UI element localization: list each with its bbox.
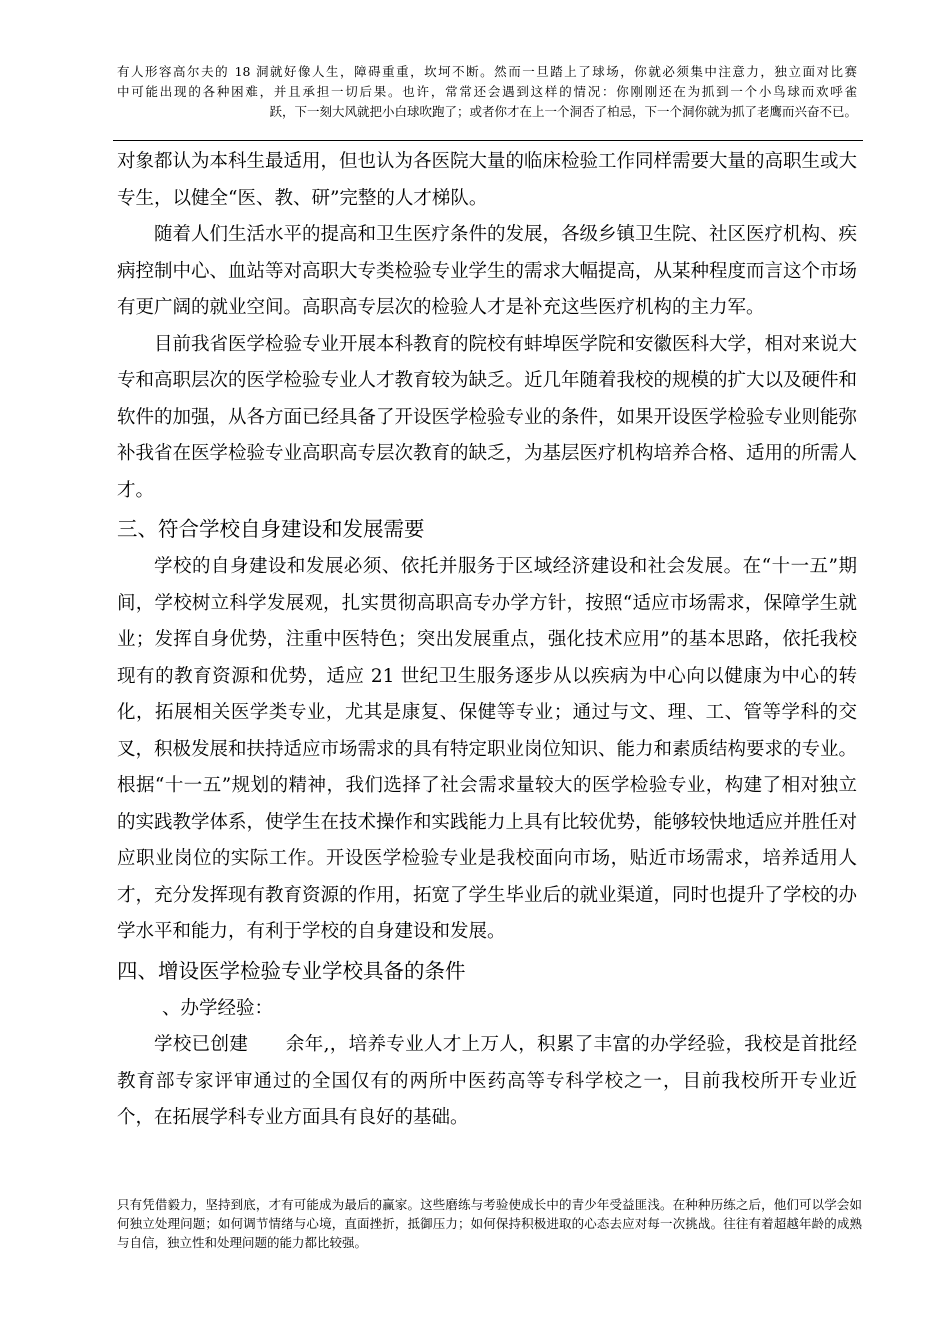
- footer-text: 只有凭借毅力，坚持到底，才有可能成为最后的赢家。这些磨练与考验使成长中的青少年受益匪浅。在种种历练之后，他们可以学会如何独立处理问题；如何调节情绪与心境，直面挫折，抵御压力；如何保持积极进取的心态去应对每一次挑战。往往有着超越年龄的成熟与自信，独立性和处理问题的能力都比较强。: [117, 1197, 862, 1250]
- header-line-2: 中可能出现的各种困难，并且承担一切后果。也许，常常还会遇到这样的情况：你刚刚还在为抓到一个小鸟球而欢呼雀: [117, 84, 857, 99]
- paragraph-experience: 学校已创建 余年,，培养专业人才上万人，积累了丰富的办学经验，我校是首批经教育部专家评审通过的全国仅有的两所中医药高等专科学校之一，目前我校所开专业近 个，在拓展学科专业方面具有良好的基础。: [117, 1034, 895, 1128]
- section-heading-4: 四、增设医学检验专业学校具备的条件: [117, 958, 466, 983]
- paragraph-demand: 随着人们生活水平的提高和卫生医疗条件的发展，各级乡镇卫生院、社区医疗机构、疾病控制中心、血站等对高职大专类检验专业学生的需求大幅提高，从某种程度而言这个市场有更广阔的就业空间。高职高专层次的检验人才是补充这些医疗机构的主力军。: [117, 224, 858, 318]
- paragraph-school-development: 学校的自身建设和发展必须、依托并服务于区域经济建设和社会发展。在“十一五”期间，学校树立科学发展观，扎实贯彻高职高专办学方针，按照“适应市场需求，保障学生就业；发挥自身优势，注重中医特色；突出发展重点，强化技术应用”的基本思路，依托我校现有的教育资源和优势，适应 21 世纪卫生服务逐步从以疾病为中心向以健康为中心的转化，拓展相关医学类专业，尤其是康复、保健等专业；通过与文、理、工、管等学科的交叉，积极发展和扶持适应市场需求的具有特定职业岗位知识、能力和素质结构要求的专业。根据“十一五”规划的精神，我们选择了社会需求量较大的医学检验专业，构建了相对独立的实践教学体系，使学生在技术操作和实践能力上具有比较优势，能够较快地适应并胜任对应职业岗位的实际工作。开设医学检验专业是我校面向市场，贴近市场需求，培养适用人才，充分发挥现有教育资源的作用，拓宽了学生毕业后的就业渠道，同时也提升了学校的办学水平和能力，有利于学校的自身建设和发展。: [117, 556, 858, 942]
- document-body: [117, 144, 895, 1137]
- header-line-1: 有人形容高尔夫的 18 洞就好像人生，障碍重重，坎坷不断。然而一旦踏上了球场，你就必须集中注意力，独立面对比赛: [117, 64, 857, 79]
- page-footer: [117, 1195, 862, 1252]
- header-line-3: 跃，下一刻大风就把小白球吹跑了；或者你才在上一个洞否了柏忌，下一个洞你就为抓了老鹰而兴奋不已。: [269, 104, 857, 119]
- page-header: [117, 62, 857, 122]
- section-heading-3: 三、符合学校自身建设和发展需要: [117, 517, 425, 541]
- header-divider: [113, 140, 863, 141]
- subsection-heading-experience: 、办学经验：: [162, 997, 274, 1019]
- paragraph-continuation: 对象都认为本科生最适用，但也认为各医院大量的临床检验工作同样需要大量的高职生或大专生，以健全“医、教、研”完整的人才梯队。: [117, 151, 858, 209]
- paragraph-province: 目前我省医学检验专业开展本科教育的院校有蚌埠医学院和安徽医科大学，相对来说大专和高职层次的医学检验专业人才教育较为缺乏。近几年随着我校的规模的扩大以及硬件和软件的加强，从各方面已经具备了开设医学检验专业的条件，如果开设医学检验专业则能弥补我省在医学检验专业高职高专层次教育的缺乏，为基层医疗机构培养合格、适用的所需人才。: [117, 333, 858, 501]
